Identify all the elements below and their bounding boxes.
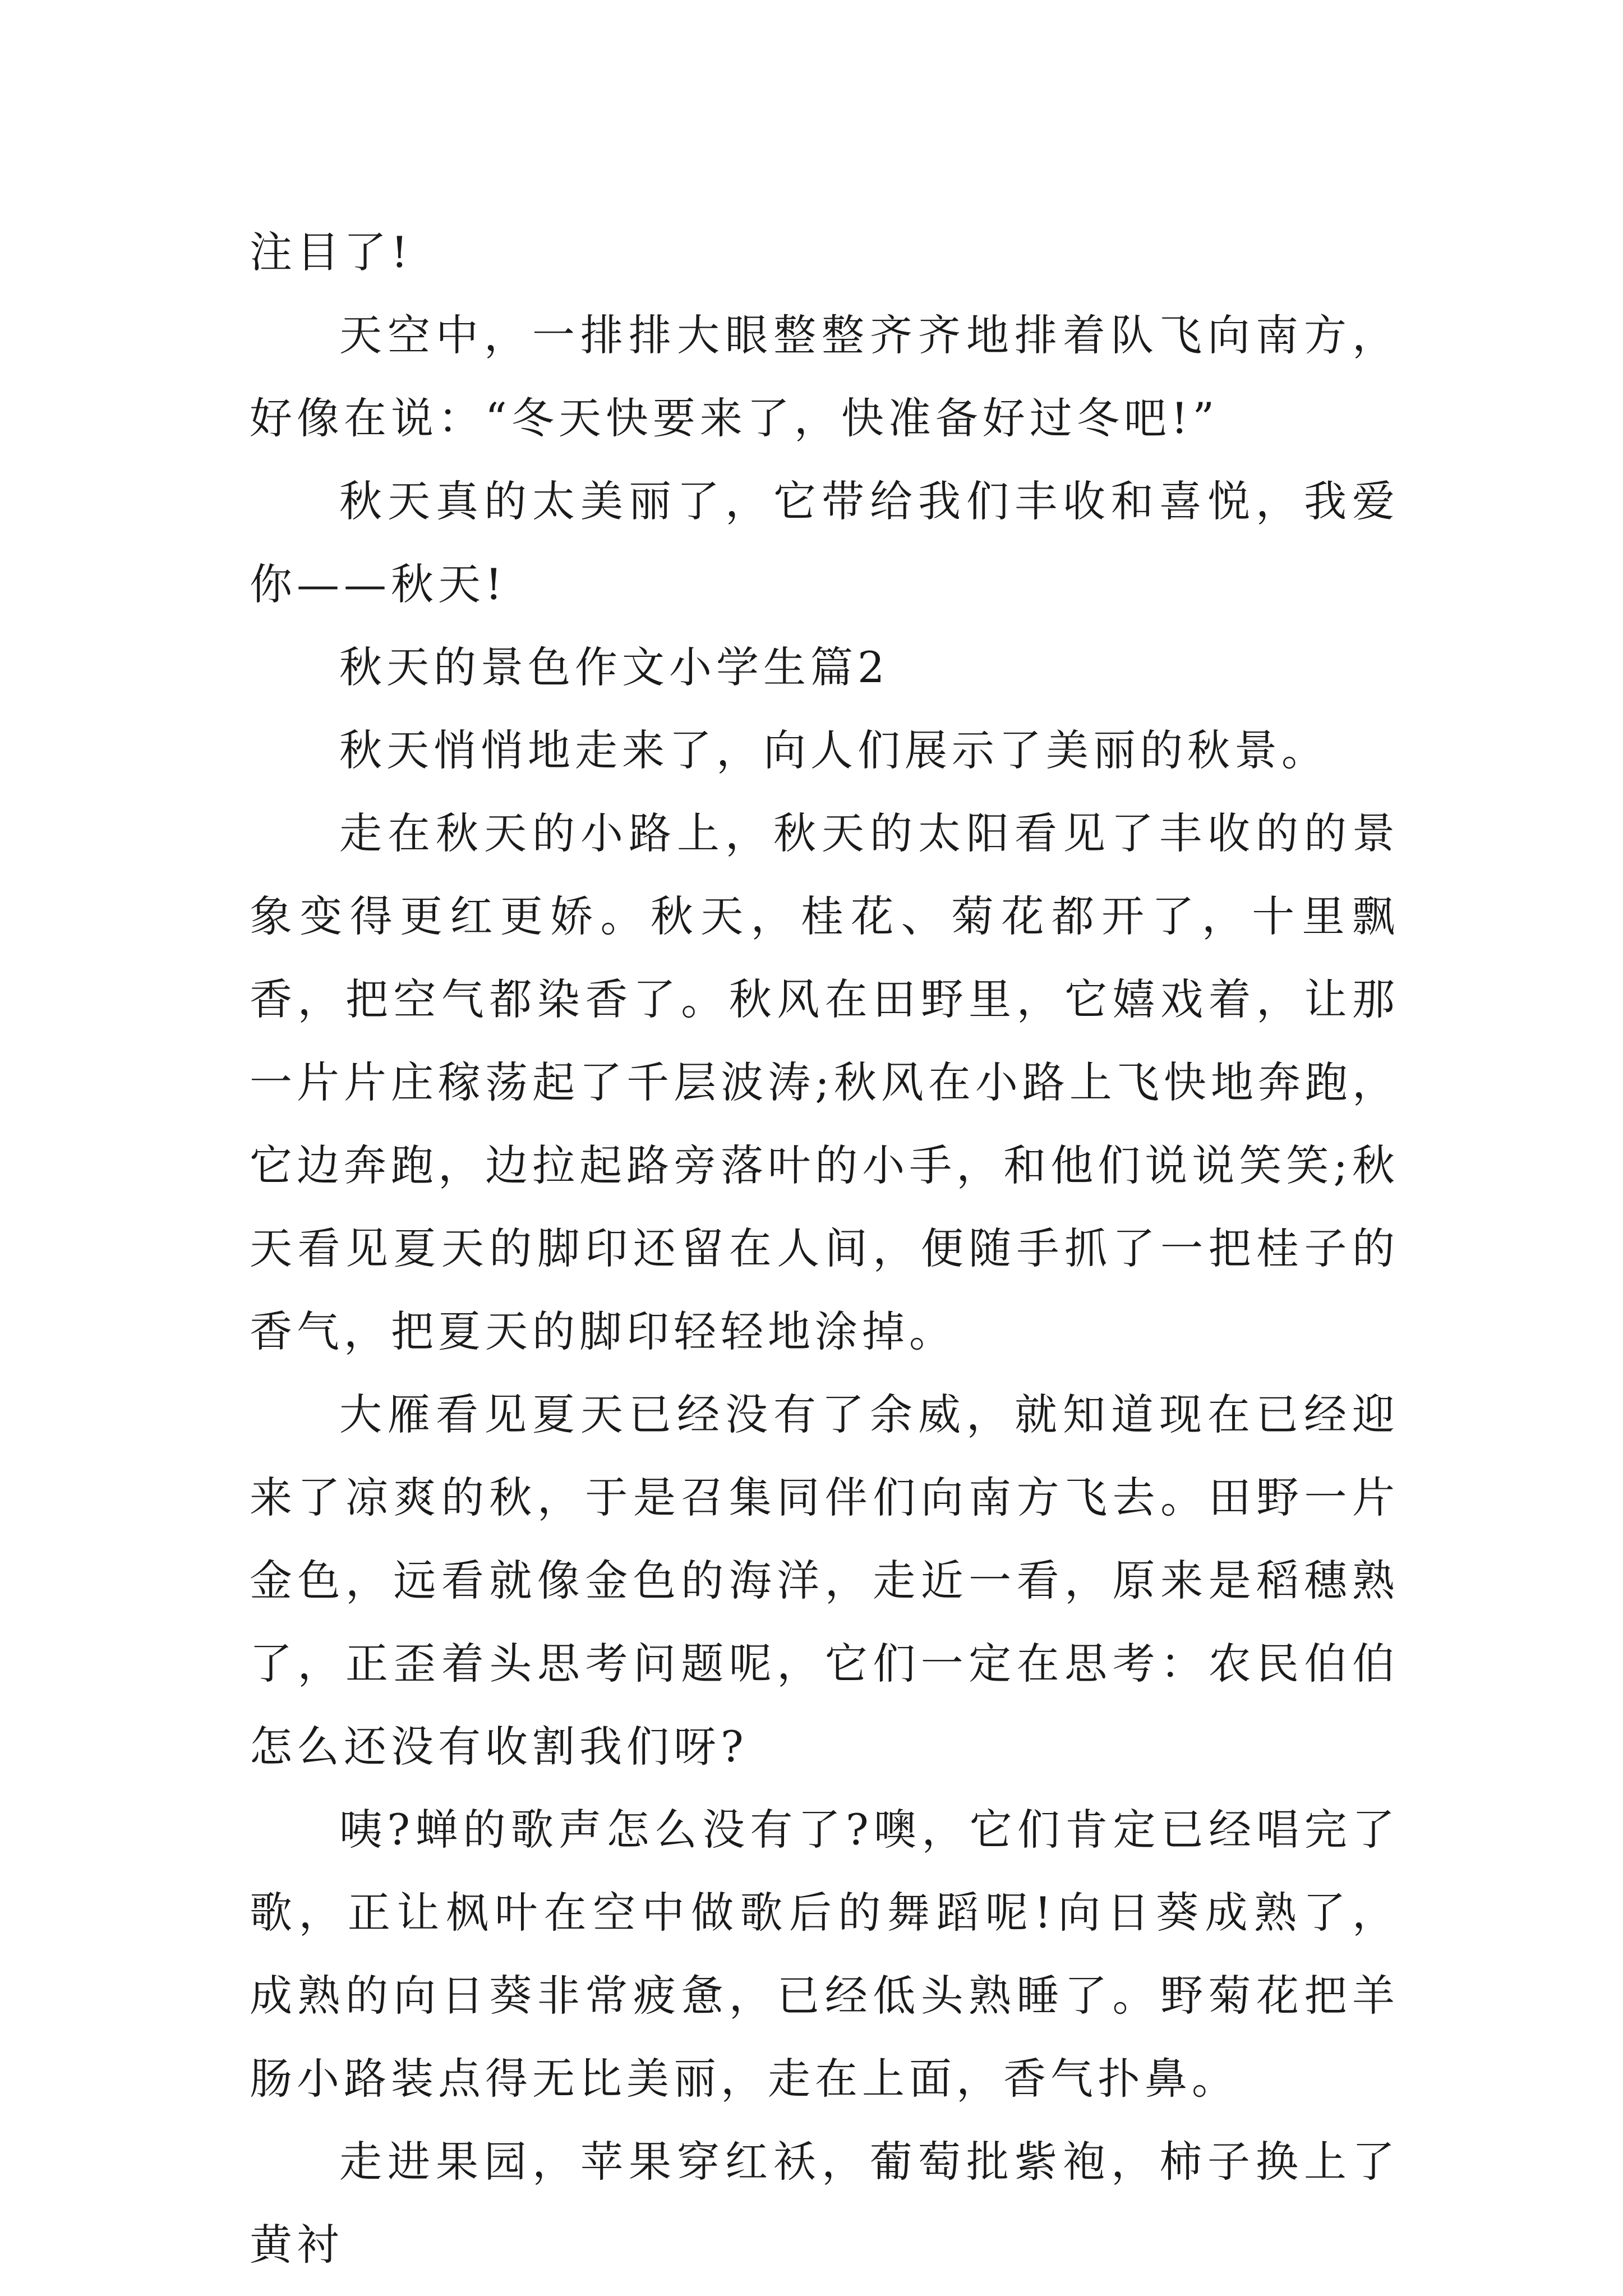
paragraph-sky-geese: 天空中，一排排大眼整整齐齐地排着队飞向南方，好像在说：“冬天快要来了，快准备好过冬吧!” xyxy=(250,310,1399,443)
paragraph-autumn-beautiful: 秋天真的太美丽了，它带给我们丰收和喜悦，我爱你——秋天! xyxy=(250,476,1399,609)
paragraph-autumn-path: 走在秋天的小路上，秋天的太阳看见了丰收的的景象变得更红更娇。秋天，桂花、菊花都开了，十里飘香，把空气都染香了。秋风在田野里，它嬉戏着，让那一片片庄稼荡起了千层波涛;秋风在小路上飞快地奔跑，它边奔跑，边拉起路旁落叶的小手，和他们说说笑笑;秋天看见夏天的脚印还留在人间，便随手抓了一把桂子的香气，把夏天的脚印轻轻地涂掉。 xyxy=(250,808,1399,1356)
paragraph-cicada: 咦?蝉的歌声怎么没有了?噢，它们肯定已经唱完了歌，正让枫叶在空中做歌后的舞蹈呢!向日葵成熟了，成熟的向日葵非常疲惫，已经低头熟睡了。野菊花把羊肠小路装点得无比美丽，走在上面，香气扑鼻。 xyxy=(250,1805,1399,2104)
paragraph-orchard: 走进果园，苹果穿红袄，葡萄批紫袍，柿子换上了黄衬 xyxy=(250,2137,1399,2270)
paragraph-wild-geese: 大雁看见夏天已经没有了余威，就知道现在已经迎来了凉爽的秋，于是召集同伴们向南方飞去。田野一片金色，远看就像金色的海洋，走近一看，原来是稻穗熟了，正歪着头思考问题呢，它们一定在思考：农民伯伯怎么还没有收割我们呀? xyxy=(250,1389,1399,1772)
document-body xyxy=(250,211,1399,2286)
paragraph-continuation: 注目了! xyxy=(250,227,413,277)
section-heading: 秋天的景色作文小学生篇2 xyxy=(339,642,889,692)
paragraph-autumn-arrives: 秋天悄悄地走来了，向人们展示了美丽的秋景。 xyxy=(339,725,1329,775)
